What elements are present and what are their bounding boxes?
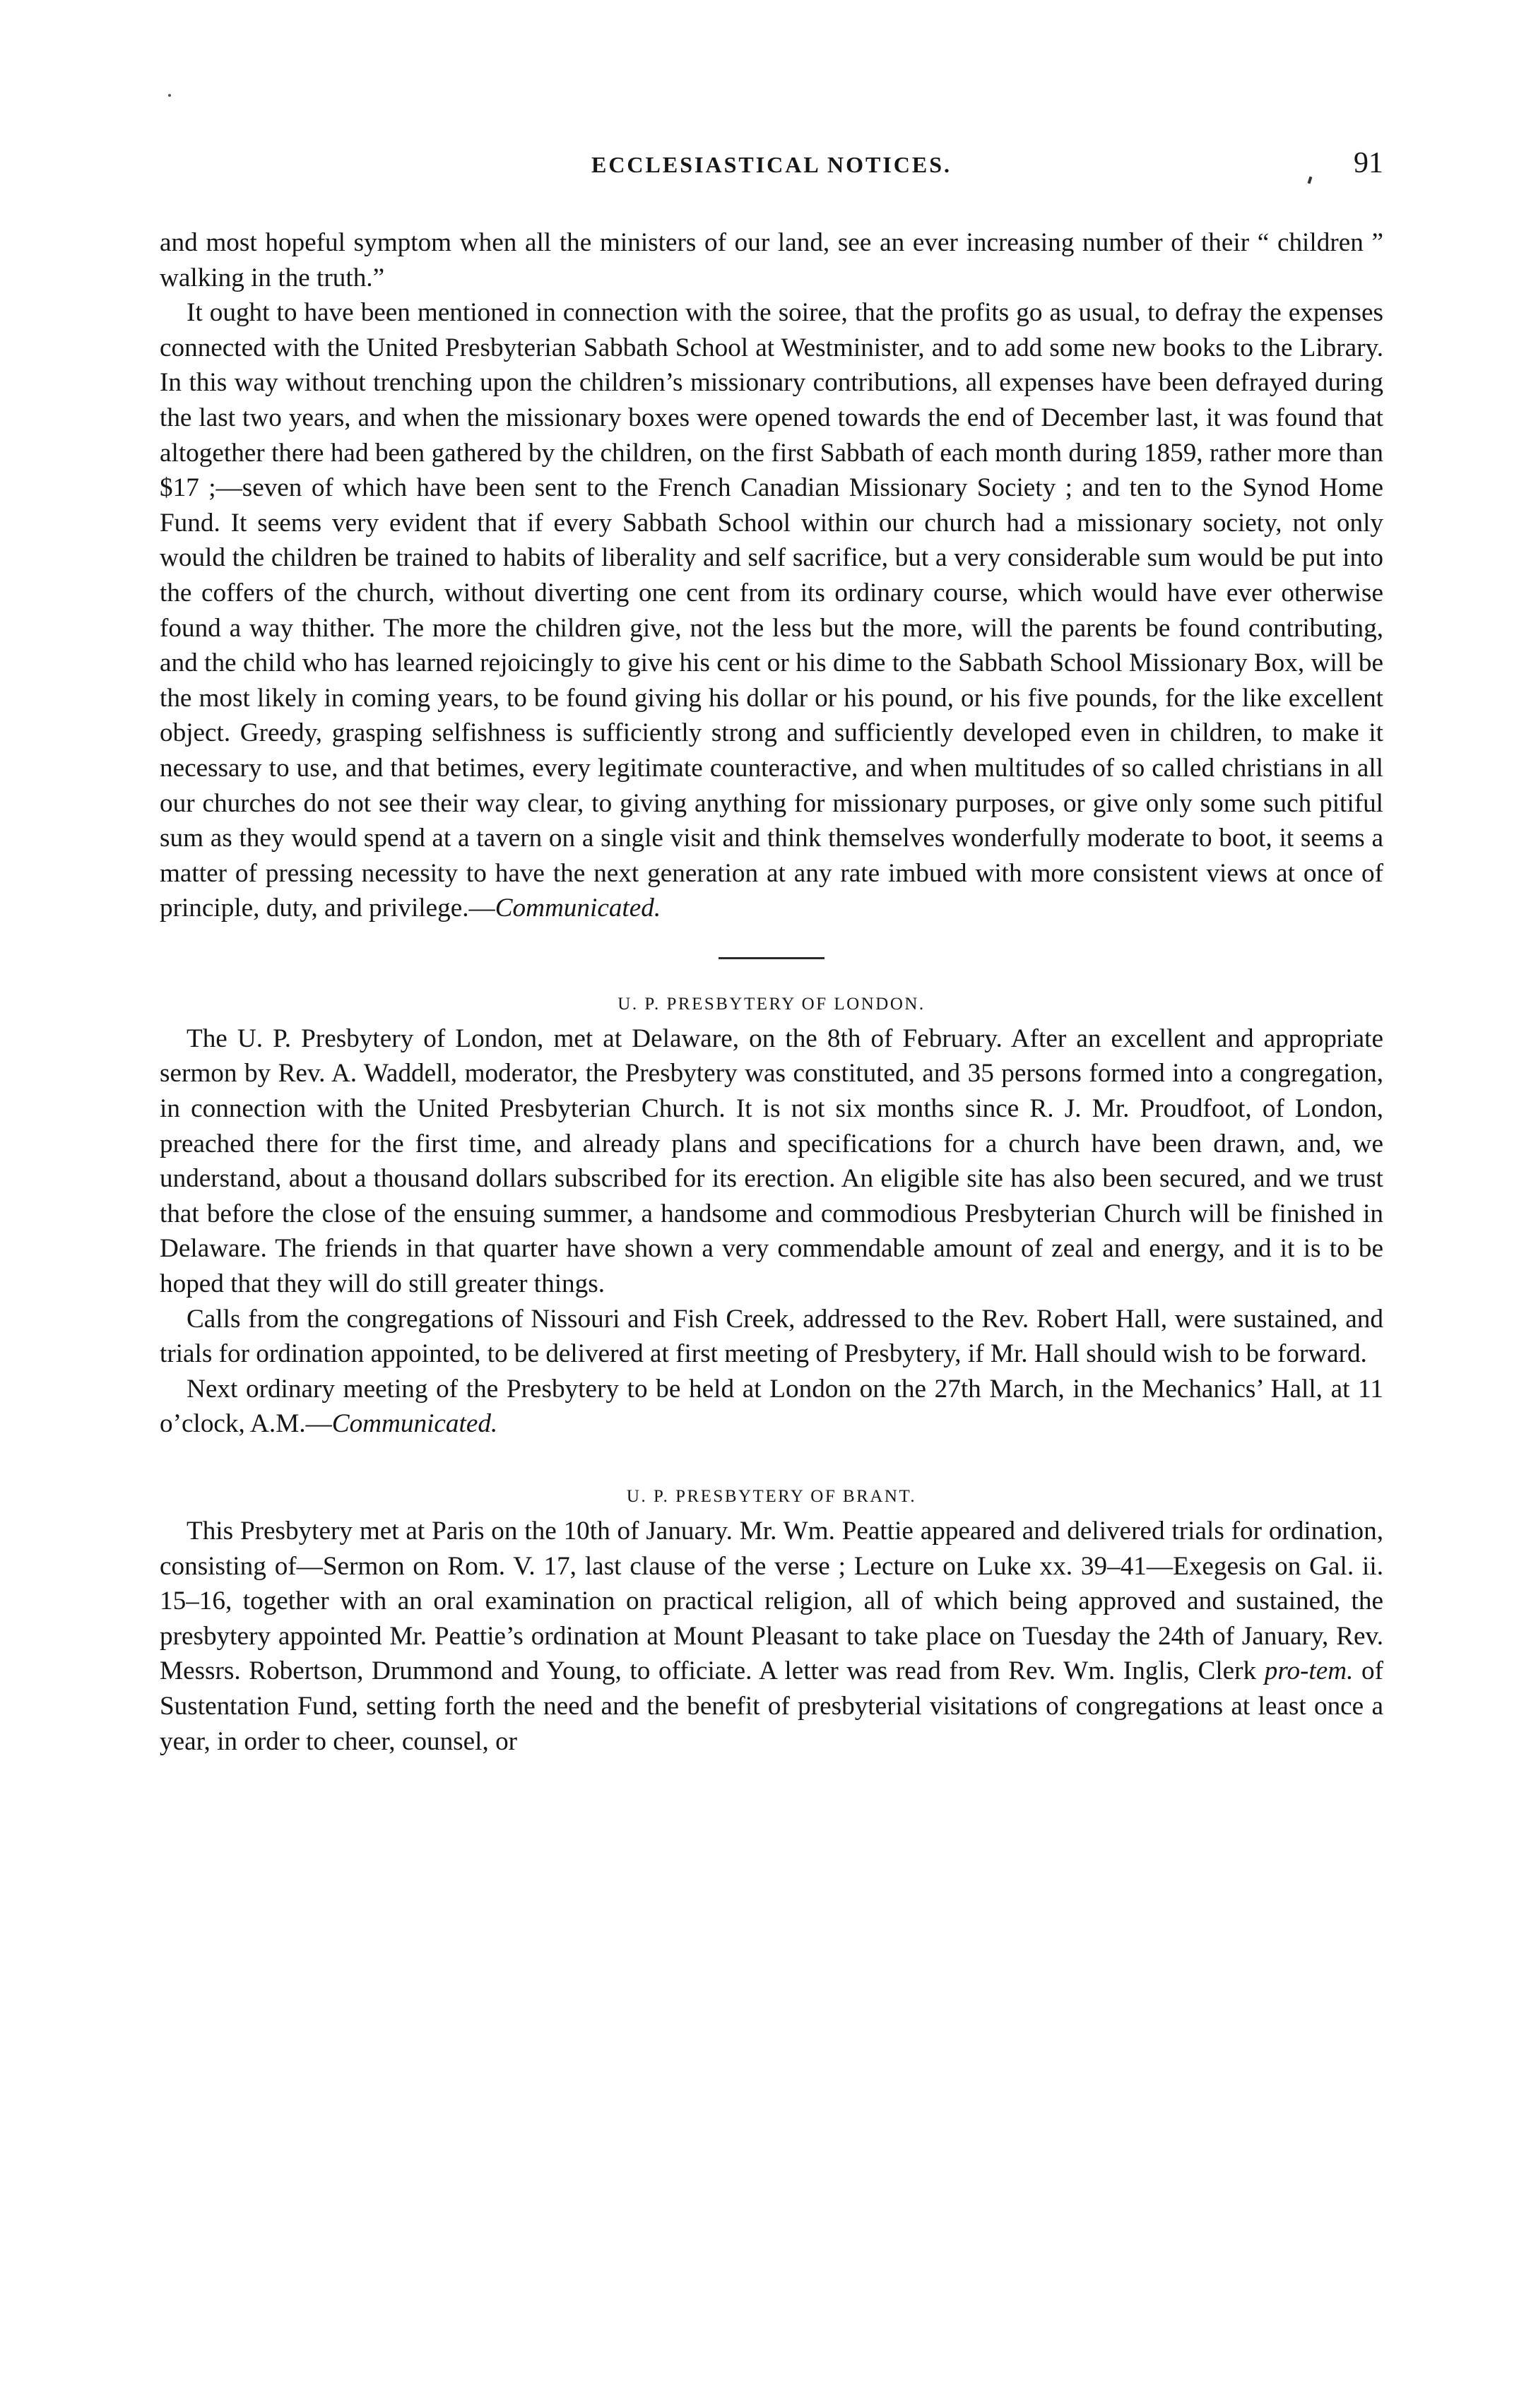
section-heading-london: U. P. PRESBYTERY OF LONDON. xyxy=(617,994,926,1014)
page-number: 91 xyxy=(1354,147,1383,179)
london-paragraph-1: The U. P. Presbytery of London, met at Delaware, on the 8th of February. After an excellent and appropriate sermon by Rev. A. Waddell, moderator, the Presbytery was constituted, and 35 persons formed into a congregation, in connection with the United Presbyterian Church. It is not six months since R. J. Mr. Proudfoot, of London, preached there for the first time, and already plans and specifications for a church have been drawn, and, we understand, about a thousand dollars subscribed for its erection. An eligible site has also been secured, and we trust that before the close of the ensuing summer, a handsome and commodious Presbyterian Church will be finished in Delaware. The friends in that quarter have shown a very commendable amount of zeal and energy, and it is to be hoped that they will do still greater things. xyxy=(160,1024,1383,1299)
continued-paragraph: and most hopeful symptom when all the ministers of our land, see an ever increasing number of their “ children ” walking in the truth.” xyxy=(160,228,1383,292)
brant-paragraph-1-text-b: of Sustentation Fund, setting forth the need and the benefit of presbyterial visitations of congregations at least once a year, in order to cheer, counsel, or xyxy=(160,1656,1384,1756)
brant-paragraph-1-text-a: This Presbytery met at Paris on the 10th of January. Mr. Wm. Peattie appeared and delivered trials for ordination, consisting of—Sermon on Rom. V. 17, last clause of the verse ; Lecture on Luke xx. 39–41—Exegesis on Gal. ii. 15–16, together with an oral examination on practical religion, all of which being approved and sustained, the presbytery appointed Mr. Peattie’s ordination at Mount Pleasant to take place on Tuesday the 24th of January, Rev. Messrs. Robertson, Drummond and Young, to officiate. A letter was read from Rev. Wm. Inglis, Clerk xyxy=(160,1517,1383,1686)
soiree-paragraph xyxy=(160,295,1383,926)
london-paragraph-3-text: Next ordinary meeting of the Presbytery to be held at London on the 27th March, in the Mechanics’ Hall, at 11 o’clock, A.M.— xyxy=(160,1374,1383,1439)
brant-paragraph-1 xyxy=(160,1514,1383,1759)
soiree-paragraph-text: It ought to have been mentioned in connection with the soiree, that the profits go as usual, to defray the expenses connected with the United Presbyterian Sabbath School at Westminister, and to add some new books to the Library. In this way without trenching upon the children’s missionary contributions, all expenses have been defrayed during the last two years, and when the missionary boxes were opened towards the end of December last, it was found that altogether there had been gathered by the children, on the first Sabbath of each month during 1859, rather more than $17 ;—seven of which have been sent to the French Canadian Missionary Society ; and ten to the Synod Home Fund. It seems very evident that if every Sabbath School within our church had a missionary society, not only would the children be trained to habits of liberality and self sacrifice, but a very considerable sum would be put into the coffers of the church, without diverting one cent from its ordinary course, which would have ever otherwise found a way thither. The more the children give, not the less but the more, will the parents be found contributing, and the child who has learned rejoicingly to give his cent or his dime to the Sabbath School Missionary Box, will be the most likely in coming years, to be found giving his dollar or his pound, or his five pounds, for the like excellent object. Greedy, grasping selfishness is sufficiently strong and sufficiently developed even in children, to make it necessary to use, and that betimes, every legitimate counteractive, and when multitudes of so called christians in all our churches do not see their way clear, to giving anything for missionary purposes, or give only some such pitiful sum as they would spend at a tavern on a single visit and think themselves wonderfully moderate to boot, it seems a matter of pressing necessity to have the next generation at any rate imbued with more consistent views at once of principle, duty, and privilege.— xyxy=(160,298,1383,923)
communicated-signature: Communicated. xyxy=(495,894,661,923)
london-paragraph-2: Calls from the congregations of Nissouri and Fish Creek, addressed to the Rev. Robert Hall, were sustained, and trials for ordination appointed, to be delivered at first meeting of Presbytery, if Mr. Hall should wish to be forward. xyxy=(160,1304,1383,1369)
print-speck xyxy=(168,94,171,97)
communicated-signature: Communicated. xyxy=(331,1409,498,1439)
intro-article xyxy=(160,225,1383,926)
section-brant xyxy=(160,1485,1383,1759)
pro-tem-italic: pro-tem. xyxy=(1264,1656,1354,1686)
running-title: ECCLESIASTICAL NOTICES. xyxy=(591,152,952,177)
section-london xyxy=(160,993,1383,1442)
section-divider-rule xyxy=(719,957,824,959)
running-header xyxy=(160,147,1383,187)
section-heading-brant: U. P. PRESBYTERY OF BRANT. xyxy=(626,1487,917,1506)
london-paragraph-3 xyxy=(160,1372,1383,1442)
document-page xyxy=(160,147,1384,1759)
